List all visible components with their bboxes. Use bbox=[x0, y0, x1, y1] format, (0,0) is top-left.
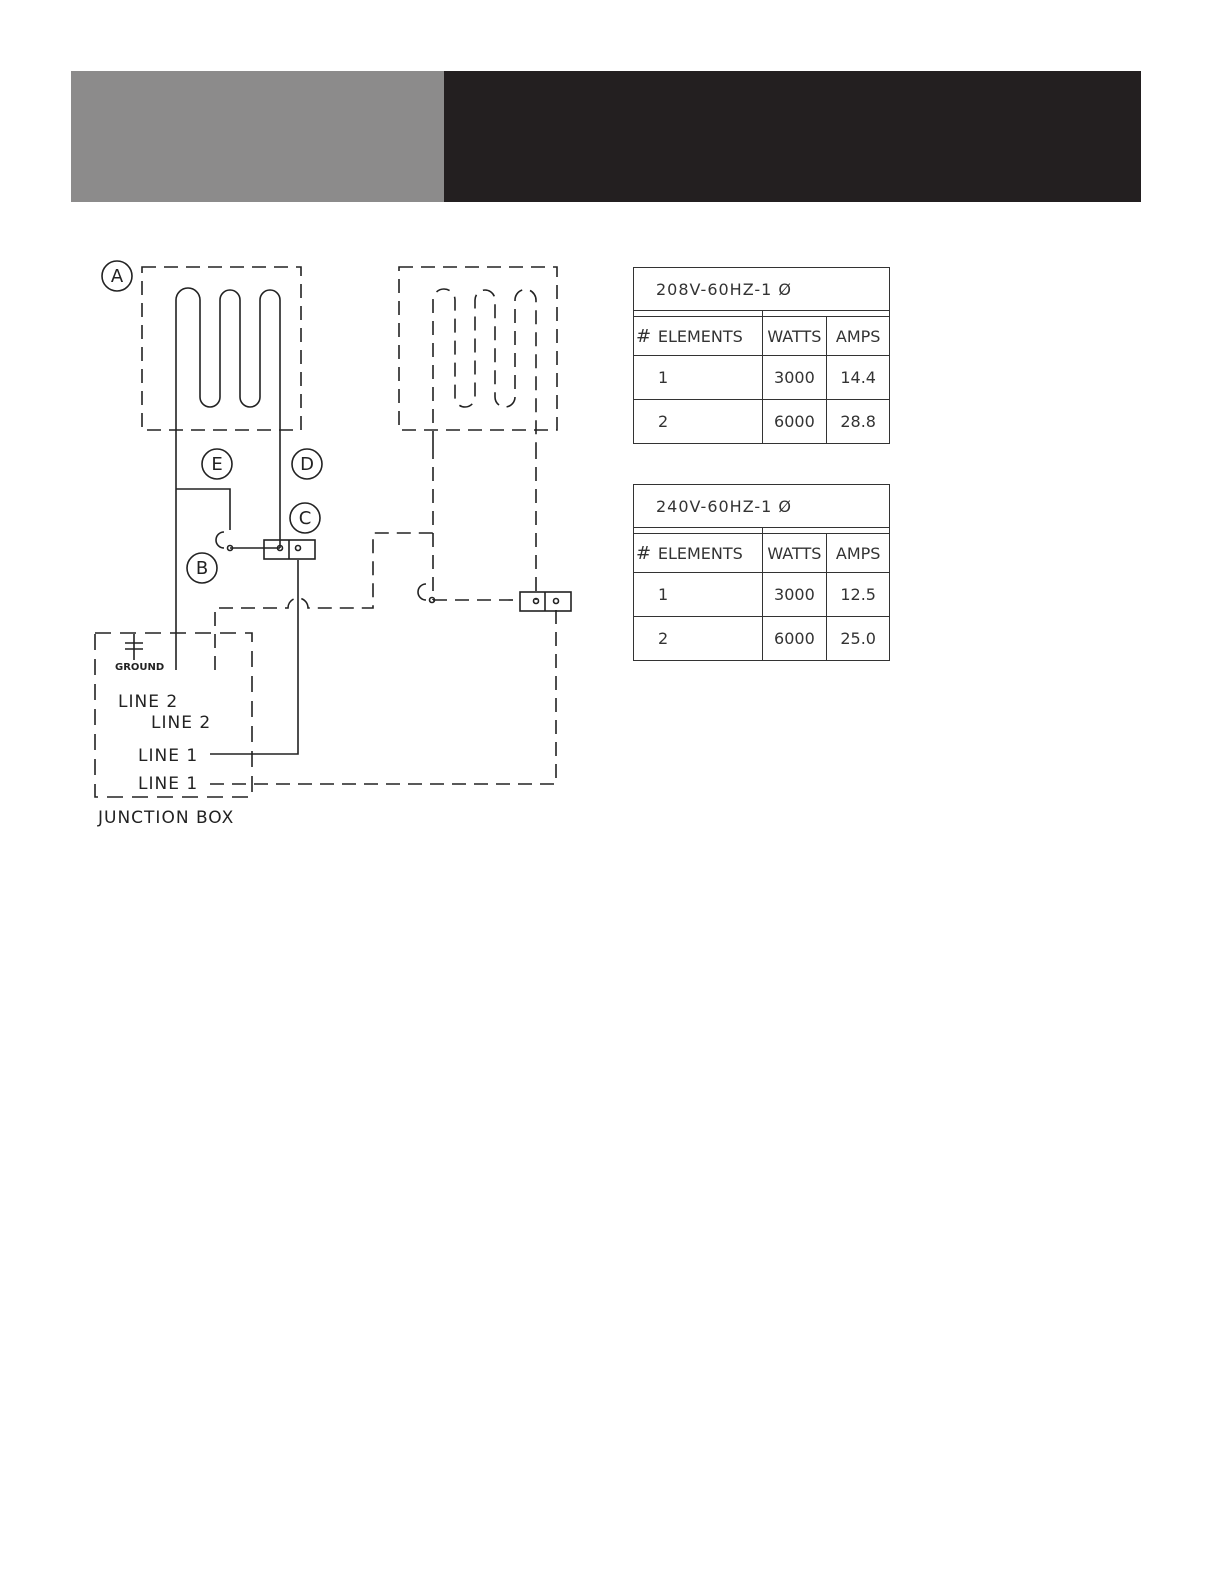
cell-watts: 6000 bbox=[762, 617, 827, 661]
wire-dashed-1 bbox=[215, 533, 433, 670]
table-title: 240V-60HZ-1 Ø bbox=[634, 485, 890, 528]
line2-label-a: LINE 2 bbox=[118, 692, 179, 712]
heating-element-2 bbox=[433, 289, 536, 445]
junction-box-label: JUNCTION BOX bbox=[98, 808, 235, 828]
cell-elements: 1 bbox=[634, 356, 763, 400]
header-elements: ELEMENTS bbox=[658, 534, 762, 573]
table-row bbox=[634, 400, 890, 444]
wire-line1 bbox=[210, 560, 298, 754]
header-watts: WATTS bbox=[762, 317, 827, 356]
element-box-2 bbox=[399, 267, 557, 430]
ground-icon bbox=[125, 634, 143, 660]
header-num: # bbox=[634, 317, 658, 356]
line1-label-b: LINE 1 bbox=[138, 774, 199, 794]
header-amps: AMPS bbox=[827, 534, 890, 573]
label-e: E bbox=[211, 454, 223, 475]
cell-watts: 3000 bbox=[762, 356, 827, 400]
label-d: D bbox=[300, 454, 314, 475]
header-num: # bbox=[634, 534, 658, 573]
cell-watts: 3000 bbox=[762, 573, 827, 617]
cell-elements: 2 bbox=[634, 617, 763, 661]
heating-element-1 bbox=[176, 288, 280, 445]
header-amps: AMPS bbox=[827, 317, 890, 356]
ground-label: GROUND bbox=[115, 662, 165, 673]
cell-elements: 2 bbox=[634, 400, 763, 444]
label-c: C bbox=[298, 508, 312, 529]
cell-watts: 6000 bbox=[762, 400, 827, 444]
header-watts: WATTS bbox=[762, 534, 827, 573]
label-b: B bbox=[195, 558, 209, 579]
cell-amps: 14.4 bbox=[827, 356, 890, 400]
header-elements: ELEMENTS bbox=[658, 317, 762, 356]
cell-elements: 1 bbox=[634, 573, 763, 617]
label-a: A bbox=[110, 266, 124, 287]
table-row bbox=[634, 573, 890, 617]
thermostat-2 bbox=[418, 584, 426, 600]
table-title: 208V-60HZ-1 Ø bbox=[634, 268, 890, 311]
wire-e-branch bbox=[176, 489, 230, 530]
spec-table-208v bbox=[633, 267, 890, 444]
wire-dashed-5 bbox=[210, 610, 556, 784]
table-row bbox=[634, 356, 890, 400]
cell-amps: 12.5 bbox=[827, 573, 890, 617]
spec-table-240v bbox=[633, 484, 890, 661]
element-box-1 bbox=[142, 267, 301, 430]
cell-amps: 25.0 bbox=[827, 617, 890, 661]
thermostat-b bbox=[216, 532, 224, 548]
line1-label-a: LINE 1 bbox=[138, 746, 199, 766]
table-row bbox=[634, 617, 890, 661]
cell-amps: 28.8 bbox=[827, 400, 890, 444]
line2-label-b: LINE 2 bbox=[151, 713, 212, 733]
